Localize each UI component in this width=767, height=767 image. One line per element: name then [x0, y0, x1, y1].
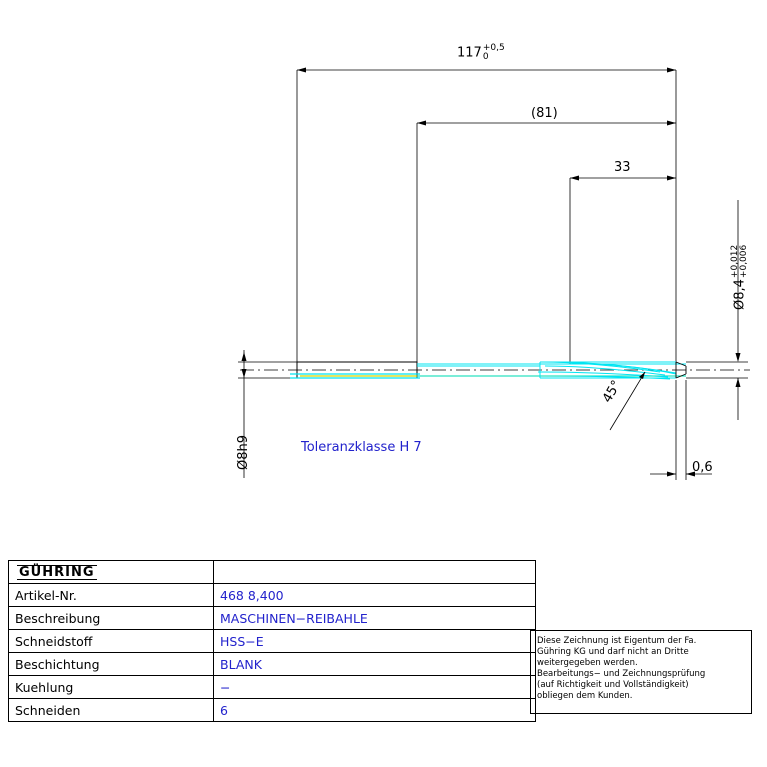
table-row-logo — [9, 561, 536, 584]
label-beschreibung: Beschreibung — [9, 607, 214, 630]
value-beschreibung: MASCHINEN−REIBAHLE — [214, 607, 536, 630]
value-schneidstoff: HSS−E — [214, 630, 536, 653]
value-beschichtung: BLANK — [214, 653, 536, 676]
legal-note-line-3: weitergegeben werden. — [537, 658, 638, 668]
legal-note-line-2: Gühring KG und darf nicht an Dritte — [537, 647, 689, 657]
label-schneiden: Schneiden — [9, 699, 214, 722]
dimension-reference-length — [417, 121, 676, 365]
dimension-label-chamfer-angle: 45° — [600, 378, 625, 406]
dimension-label-overall-length — [457, 44, 505, 62]
dimension-label-cutting-diameter — [731, 245, 749, 310]
label-artikel-nr: Artikel-Nr. — [9, 584, 214, 607]
table-row — [9, 630, 536, 653]
company-logo-cell — [9, 561, 214, 584]
legal-note-line-4: Bearbeitungs− und Zeichnungsprüfung — [537, 669, 706, 679]
logo-row-spacer — [214, 561, 536, 584]
table-row — [9, 607, 536, 630]
cutting-diameter-tol-lower: +0,006 — [739, 244, 749, 279]
dimension-overall-length — [297, 68, 676, 365]
label-kuehlung: Kuehlung — [9, 676, 214, 699]
dimension-label-chamfer-length: 0,6 — [692, 460, 713, 475]
table-row — [9, 653, 536, 676]
dimension-label-flute-length: 33 — [614, 160, 631, 175]
legal-note-box — [530, 630, 752, 714]
dimension-label-shank-diameter: Ø8h9 — [236, 434, 251, 470]
label-beschichtung: Beschichtung — [9, 653, 214, 676]
legal-note-line-5: (auf Richtigkeit und Vollständigkeit) — [537, 680, 689, 690]
dimension-flute-length — [570, 176, 676, 365]
table-row — [9, 676, 536, 699]
tool-flutes — [538, 362, 676, 379]
label-schneidstoff: Schneidstoff — [9, 630, 214, 653]
cutting-diameter-value: Ø8,4 — [732, 279, 748, 310]
dimension-cutting-diameter — [686, 200, 748, 420]
legal-note-line-6: obliegen dem Kunden. — [537, 691, 633, 701]
note-tolerance-class: Toleranzklasse H 7 — [301, 440, 422, 455]
value-schneiden: 6 — [214, 699, 536, 722]
title-block-table — [8, 560, 536, 722]
table-row — [9, 584, 536, 607]
legal-note-line-1: Diese Zeichnung ist Eigentum der Fa. — [537, 636, 697, 646]
overall-length-tol-upper: +0,5 — [482, 43, 505, 53]
table-row — [9, 699, 536, 722]
value-artikel-nr: 468 8,400 — [214, 584, 536, 607]
value-kuehlung: − — [214, 676, 536, 699]
overall-length-tol-lower: 0 — [482, 52, 489, 62]
dimension-label-reference-length: (81) — [531, 106, 558, 121]
overall-length-value: 117 — [457, 45, 482, 61]
guehring-logo: GÜHRING — [19, 565, 95, 580]
cutting-diameter-tol-upper: +0,012 — [730, 244, 740, 279]
